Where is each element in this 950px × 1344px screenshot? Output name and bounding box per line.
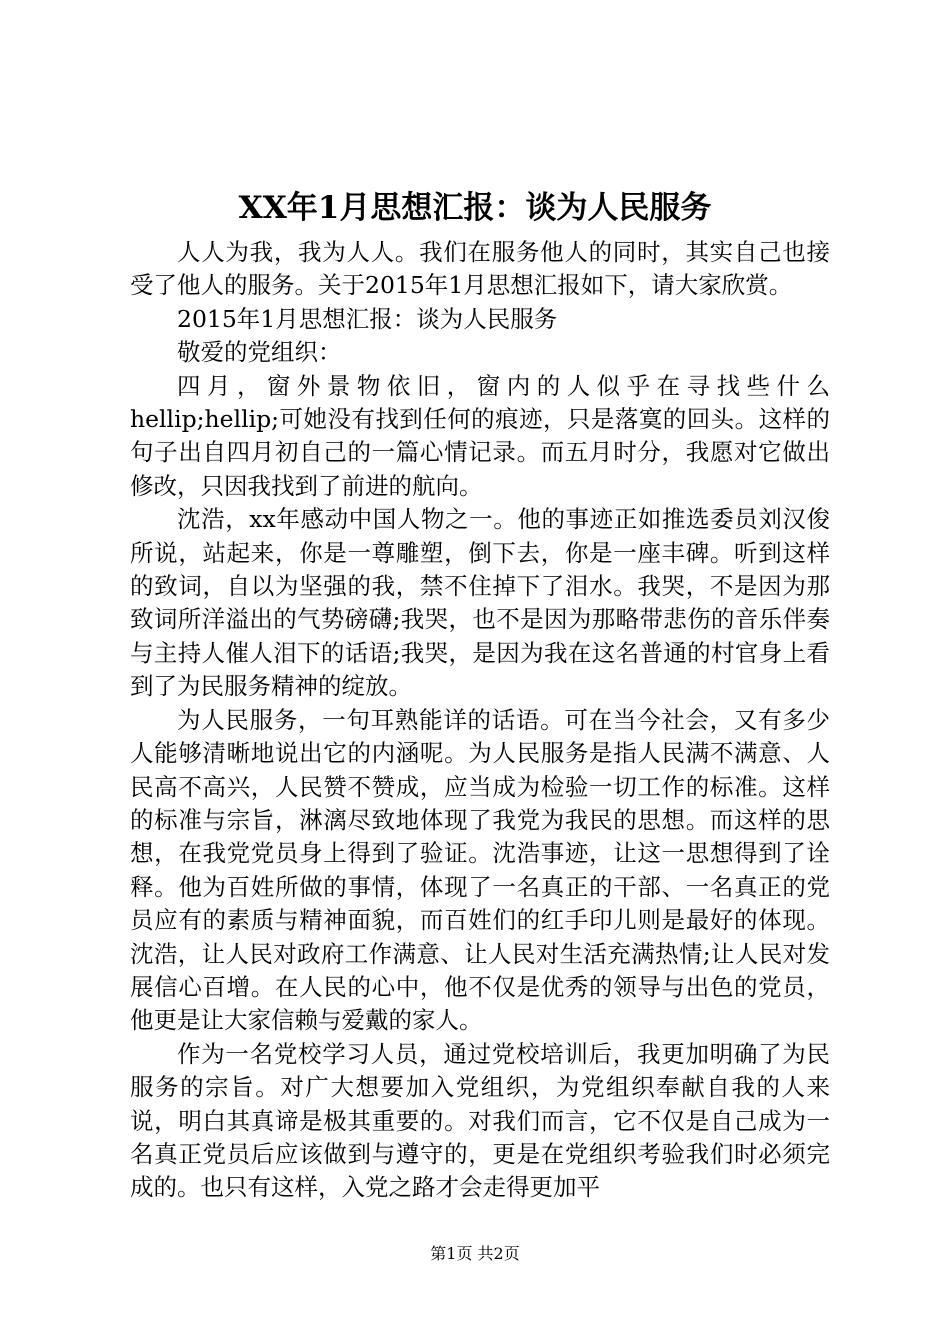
- body-paragraph: 沈浩，xx年感动中国人物之一。他的事迹正如推选委员刘汉俊所说，站起来，你是一尊雕塑，倒下去，你是一座丰碑。听到这样的致词，自以为坚强的我，禁不住掉下了泪水。我哭，不是因为那致词所洋溢出的气势磅礴;我哭，也不是因为那略带悲伤的音乐伴奏与主持人催人泪下的话语;我哭，是因为我在这名普通的村官身上看到了为民服务精神的绽放。: [130, 505, 830, 701]
- salutation-line: 敬爱的党组织：: [177, 338, 342, 367]
- document-body: [130, 236, 830, 1205]
- page-number-footer: 第1页 共2页: [430, 1244, 520, 1263]
- body-paragraph: 四月，窗外景物依旧，窗内的人似乎在寻找些什么hellip;hellip;可她没有找到任何的痕迹，只是落寞的回头。这样的句子出自四月初自己的一篇心情记录。而五月时分，我愿对它做出修改，只因我找到了前进的航向。: [130, 371, 830, 500]
- body-paragraph: 为人民服务，一句耳熟能详的话语。可在当今社会，又有多少人能够清晰地说出它的内涵呢。为人民服务是指人民满不满意、人民高不高兴，人民赞不赞成，应当成为检验一切工作的标准。这样的标准与宗旨，淋漓尽致地体现了我党为我民的思想。而这样的思想，在我党党员身上得到了验证。沈浩事迹，让这一思想得到了诠释。他为百姓所做的事情，体现了一名真正的干部、一名真正的党员应有的素质与精神面貌，而百姓们的红手印儿则是最好的体现。沈浩，让人民对政府工作满意、让人民对生活充满热情;让人民对发展信心百增。在人民的心中，他不仅是优秀的领导与出色的党员，他更是让大家信赖与爱戴的家人。: [130, 705, 830, 1035]
- intro-paragraph: 人人为我，我为人人。我们在服务他人的同时，其实自己也接受了他人的服务。关于2015年1月思想汇报如下，请大家欣赏。: [130, 238, 830, 300]
- subtitle-line: 2015年1月思想汇报：谈为人民服务: [177, 304, 558, 333]
- document-title: XX年1月思想汇报：谈为人民服务: [238, 190, 712, 226]
- body-paragraph: 作为一名党校学习人员，通过党校培训后，我更加明确了为民服务的宗旨。对广大想要加入党组织，为党组织奉献自我的人来说，明白其真谛是极其重要的。对我们而言，它不仅是自己成为一名真正党员后应该做到与遵守的，更是在党组织考验我们时必须完成的。也只有这样，入党之路才会走得更加平: [130, 1039, 830, 1202]
